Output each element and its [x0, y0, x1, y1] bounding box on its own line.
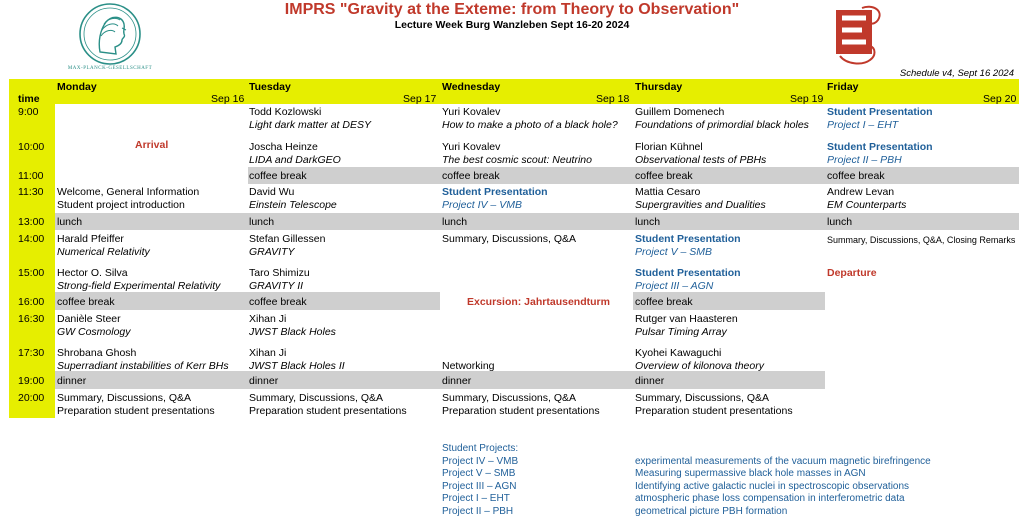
- talk-title: Supergravities and Dualities: [635, 199, 766, 211]
- talk-title: Pulsar Timing Array: [635, 326, 727, 338]
- project-code: Project V – SMB: [442, 468, 516, 480]
- time-header: time: [18, 93, 40, 105]
- project-label: Project I – EHT: [827, 119, 899, 131]
- speaker-name: Stefan Gillessen: [249, 233, 326, 245]
- speaker-name: Todd Kozlowski: [249, 106, 322, 118]
- lunch-label: lunch: [442, 216, 468, 228]
- excursion-label: Excursion: Jahrtausendturm: [467, 296, 610, 308]
- evening-title: Summary, Discussions, Q&A: [442, 392, 577, 404]
- student-projects-list: [442, 443, 518, 519]
- project-label: Project III – AGN: [635, 280, 714, 292]
- speaker-name: Rutger van Haasteren: [635, 313, 738, 325]
- schedule-version: Schedule v4, Sept 16 2024: [899, 68, 1014, 79]
- time-label: 15:00: [18, 267, 45, 279]
- speaker-name: Taro Shimizu: [249, 267, 310, 279]
- project-description: geometrical picture PBH formation: [635, 505, 788, 517]
- student-presentation-label: Student Presentation: [442, 186, 548, 198]
- summary-label: Summary, Discussions, Q&A: [442, 233, 577, 245]
- student-presentation-label: Student Presentation: [635, 267, 741, 279]
- day-date-friday: Sep 20: [983, 93, 1017, 105]
- dinner-label: dinner: [249, 375, 279, 387]
- evening-subtitle: Preparation student presentations: [442, 405, 600, 417]
- time-label: 16:30: [18, 313, 45, 325]
- talk-title: JWST Black Holes: [249, 326, 336, 338]
- speaker-name: Shrobana Ghosh: [57, 347, 137, 359]
- dinner-label: dinner: [635, 375, 665, 387]
- project-description: atmospheric phase loss compensation in interferometric data: [635, 493, 905, 505]
- time-label: 10:00: [18, 141, 45, 153]
- speaker-name: Andrew Levan: [827, 186, 895, 198]
- talk-title: LIDA and DarkGEO: [249, 154, 341, 166]
- page-title: IMPRS "Gravity at the Exteme: from Theory to Observation": [284, 1, 740, 18]
- time-label: 19:00: [18, 375, 45, 387]
- evening-subtitle: Preparation student presentations: [249, 405, 407, 417]
- day-date-tuesday: Sep 17: [403, 93, 437, 105]
- project-code: Project IV – VMB: [442, 455, 519, 467]
- arrival-label: Arrival: [135, 139, 169, 151]
- time-label: 17:30: [18, 347, 45, 359]
- evening-title: Summary, Discussions, Q&A: [249, 392, 384, 404]
- day-header-monday: Monday: [57, 81, 97, 93]
- time-label: 9:00: [18, 106, 39, 118]
- day-header-thursday: Thursday: [635, 81, 683, 93]
- time-label: 13:00: [18, 216, 45, 228]
- talk-title: Observational tests of PBHs: [635, 154, 767, 166]
- event-subtitle: Student project introduction: [57, 199, 185, 211]
- lunch-label: lunch: [57, 216, 83, 228]
- speaker-name: Danièle Steer: [57, 313, 121, 325]
- speaker-name: Harald Pfeiffer: [57, 233, 124, 245]
- speaker-name: Guillem Domenech: [635, 106, 725, 118]
- student-projects-descriptions: [635, 456, 931, 519]
- time-label: 16:00: [18, 296, 45, 308]
- talk-title: Strong-field Experimental Relativity: [57, 280, 221, 292]
- talk-title: GRAVITY II: [249, 280, 304, 292]
- project-description: Measuring supermassive black hole masses in AGN: [635, 468, 866, 480]
- speaker-name: Florian Kühnel: [635, 141, 703, 153]
- speaker-name: Mattia Cesaro: [635, 186, 701, 198]
- student-presentation-label: Student Presentation: [635, 233, 741, 245]
- coffee-break-label: coffee break: [249, 170, 307, 182]
- talk-title: Numerical Relativity: [57, 246, 150, 258]
- project-description: Identifying active galactic nuclei in spectroscopic observations: [635, 480, 910, 492]
- project-label: Project IV – VMB: [442, 199, 522, 211]
- evening-title: Summary, Discussions, Q&A: [57, 392, 192, 404]
- summary-label: Summary, Discussions, Q&A, Closing Remarks: [827, 235, 1016, 245]
- project-code: Project III – AGN: [442, 480, 517, 492]
- talk-title: EM Counterparts: [827, 199, 907, 211]
- day-header-wednesday: Wednesday: [442, 81, 501, 93]
- speaker-name: David Wu: [249, 186, 295, 198]
- project-code: Project II – PBH: [442, 505, 514, 517]
- coffee-break-label: coffee break: [635, 296, 693, 308]
- speaker-name: Yuri Kovalev: [442, 106, 501, 118]
- networking-label: Networking: [442, 360, 495, 372]
- departure-label: Departure: [827, 267, 877, 279]
- time-label: 20:00: [18, 392, 45, 404]
- header-band: [9, 79, 1019, 104]
- day-date-wednesday: Sep 18: [596, 93, 630, 105]
- evening-subtitle: Preparation student presentations: [57, 405, 215, 417]
- talk-title: Einstein Telescope: [249, 199, 337, 211]
- lunch-label: lunch: [635, 216, 661, 228]
- project-description: experimental measurements of the vacuum magnetic birefringence: [635, 455, 931, 467]
- coffee-break-label: coffee break: [249, 296, 307, 308]
- lunch-label: lunch: [249, 216, 275, 228]
- speaker-name: Hector O. Silva: [57, 267, 128, 279]
- event-title: Welcome, General Information: [57, 186, 200, 198]
- talk-title: The best cosmic scout: Neutrino: [442, 154, 592, 166]
- coffee-row-1100: [248, 167, 825, 184]
- day-date-monday: Sep 16: [211, 93, 245, 105]
- talk-title: GW Cosmology: [57, 326, 131, 338]
- project-label: Project V – SMB: [635, 246, 713, 258]
- project-code: Project I – EHT: [442, 493, 510, 505]
- day-date-thursday: Sep 19: [790, 93, 824, 105]
- evening-title: Summary, Discussions, Q&A: [635, 392, 770, 404]
- talk-title: JWST Black Holes II: [249, 360, 345, 372]
- speaker-name: Joscha Heinze: [249, 141, 318, 153]
- lunch-label: lunch: [827, 216, 853, 228]
- max-planck-logo-text: MAX-PLANCK-GESELLSCHAFT: [67, 66, 153, 71]
- time-label: 11:00: [18, 170, 44, 182]
- student-presentation-label: Student Presentation: [827, 141, 933, 153]
- project-label: Project II – PBH: [827, 154, 902, 166]
- student-presentation-label: Student Presentation: [827, 106, 933, 118]
- coffee-break-label: coffee break: [57, 296, 115, 308]
- day-header-tuesday: Tuesday: [249, 81, 291, 93]
- lunch-row: [55, 213, 1019, 230]
- dinner-label: dinner: [57, 375, 87, 387]
- talk-title: Overview of kilonova theory: [635, 360, 764, 372]
- time-label: 11:30: [18, 186, 44, 198]
- coffee-break-label: coffee break: [827, 170, 885, 182]
- student-projects-heading: Student Projects:: [442, 443, 519, 454]
- speaker-name: Kyohei Kawaguchi: [635, 347, 722, 359]
- day-header-friday: Friday: [827, 81, 859, 93]
- dinner-label: dinner: [442, 375, 472, 387]
- talk-title: Superradiant instabilities of Kerr BHs: [57, 360, 229, 372]
- evening-subtitle: Preparation student presentations: [635, 405, 793, 417]
- talk-title: Foundations of primordial black holes: [635, 119, 809, 131]
- time-label: 14:00: [18, 233, 45, 245]
- talk-title: How to make a photo of a black hole?: [442, 119, 618, 131]
- speaker-name: Yuri Kovalev: [442, 141, 501, 153]
- speaker-name: Xihan Ji: [249, 347, 287, 359]
- page-subtitle: Lecture Week Burg Wanzleben Sept 16-20 2024: [394, 19, 630, 31]
- dinner-row: [55, 371, 825, 389]
- speaker-name: Xihan Ji: [249, 313, 287, 325]
- talk-title: Light dark matter at DESY: [249, 119, 371, 131]
- schedule-grid: [9, 79, 1019, 418]
- coffee-break-label: coffee break: [442, 170, 500, 182]
- coffee-break-label: coffee break: [635, 170, 693, 182]
- talk-title: GRAVITY: [249, 246, 295, 258]
